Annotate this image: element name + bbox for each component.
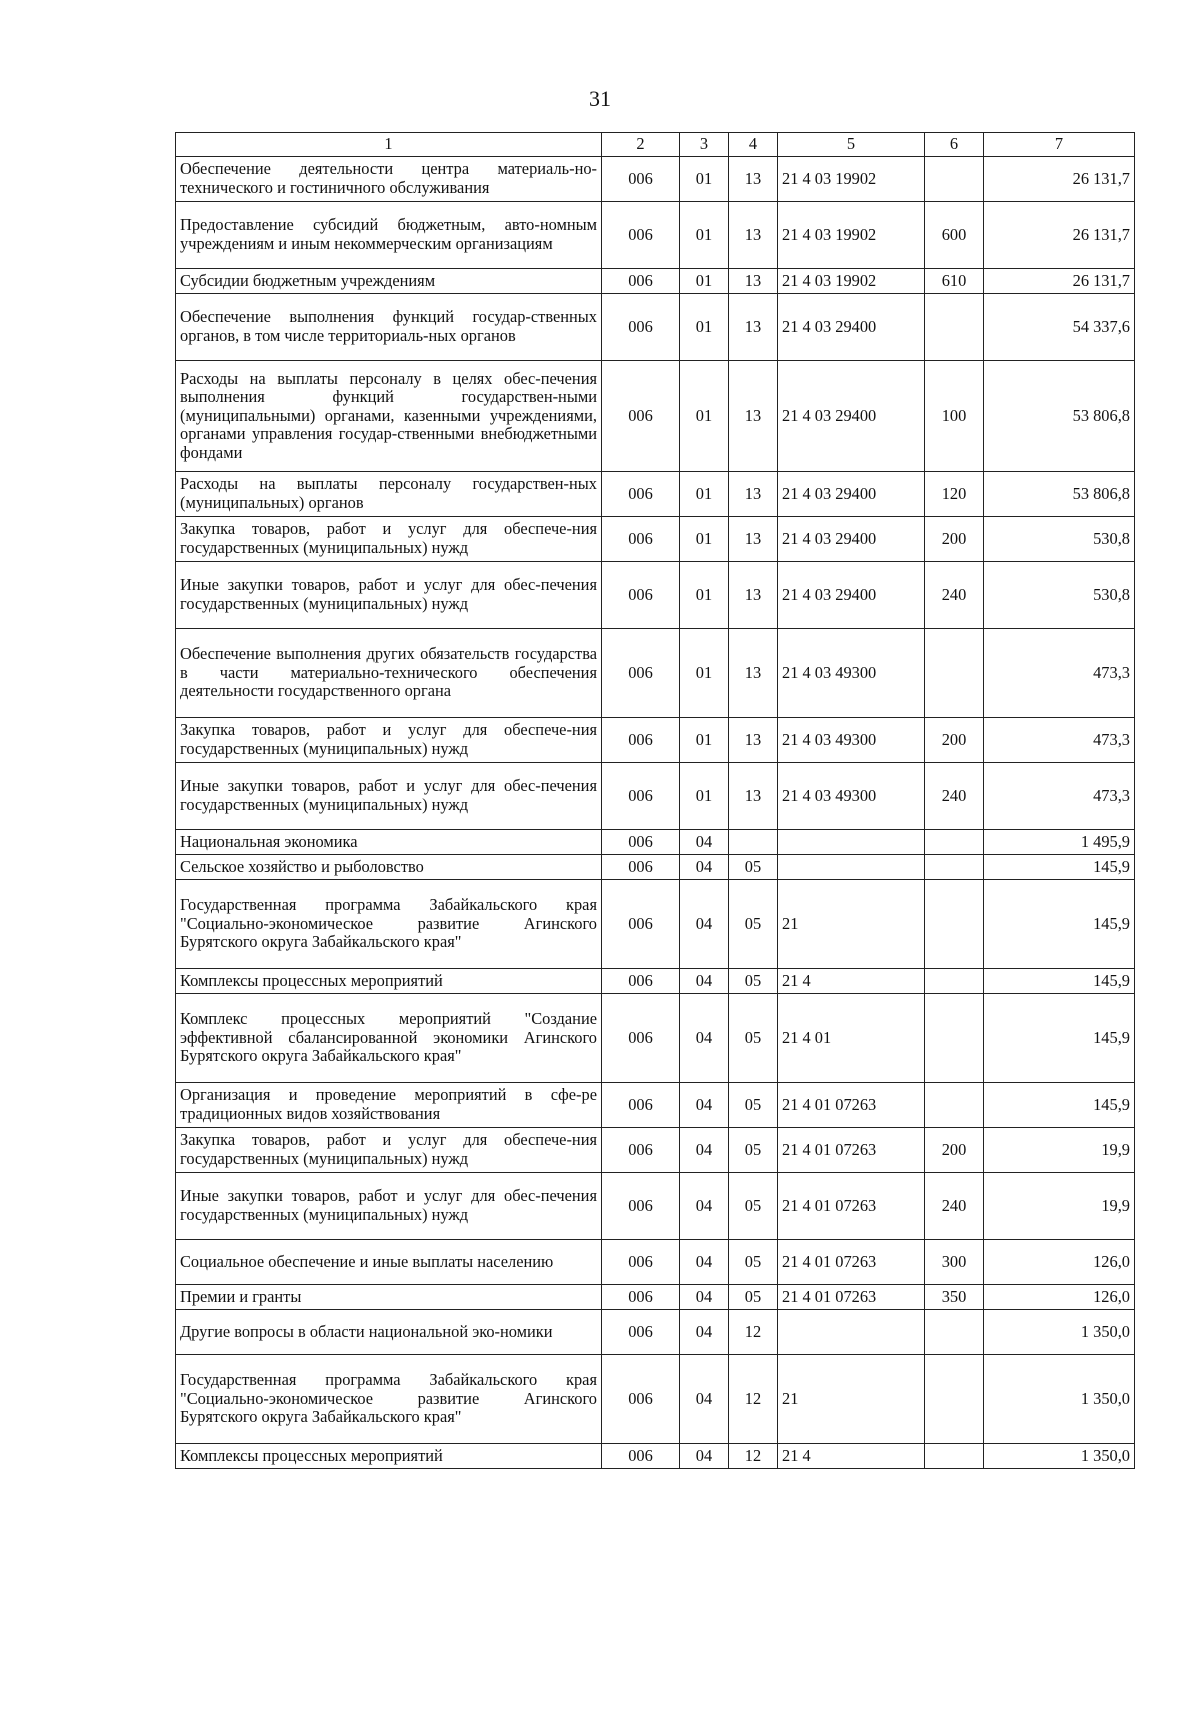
row-target-article: 21 4	[778, 1444, 925, 1469]
row-amount: 473,3	[984, 718, 1135, 763]
row-amount: 53 806,8	[984, 361, 1135, 472]
row-amount: 54 337,6	[984, 294, 1135, 361]
row-subsection-code: 13	[729, 361, 778, 472]
table-row	[176, 1310, 1135, 1355]
row-amount: 145,9	[984, 969, 1135, 994]
row-section-code: 01	[680, 472, 729, 517]
row-expense-type: 100	[925, 361, 984, 472]
row-ministry-code: 006	[602, 855, 680, 880]
header-col-4: 4	[729, 133, 778, 157]
table-row	[176, 880, 1135, 969]
row-section-code: 01	[680, 517, 729, 562]
table-row	[176, 472, 1135, 517]
table-row	[176, 994, 1135, 1083]
row-ministry-code: 006	[602, 1310, 680, 1355]
row-ministry-code: 006	[602, 517, 680, 562]
row-target-article: 21	[778, 880, 925, 969]
row-description: Премии и гранты	[176, 1285, 602, 1310]
row-subsection-code: 05	[729, 1240, 778, 1285]
row-expense-type: 240	[925, 763, 984, 830]
row-target-article: 21 4 03 19902	[778, 202, 925, 269]
row-expense-type	[925, 855, 984, 880]
row-target-article: 21 4 01 07263	[778, 1083, 925, 1128]
row-amount: 1 495,9	[984, 830, 1135, 855]
row-expense-type: 200	[925, 517, 984, 562]
row-target-article: 21 4 03 29400	[778, 562, 925, 629]
table-row	[176, 562, 1135, 629]
table-row	[176, 1128, 1135, 1173]
row-target-article: 21 4 01 07263	[778, 1285, 925, 1310]
row-target-article: 21 4 03 29400	[778, 361, 925, 472]
row-description: Закупка товаров, работ и услуг для обеспече-ния государственных (муниципальных) нужд	[176, 1128, 602, 1173]
row-ministry-code: 006	[602, 1355, 680, 1444]
row-section-code: 04	[680, 1310, 729, 1355]
row-target-article: 21 4 01 07263	[778, 1240, 925, 1285]
row-section-code: 01	[680, 269, 729, 294]
row-amount: 473,3	[984, 629, 1135, 718]
row-subsection-code: 12	[729, 1444, 778, 1469]
row-description: Расходы на выплаты персоналу государствен-ных (муниципальных) органов	[176, 472, 602, 517]
row-description: Организация и проведение мероприятий в сфе-ре традиционных видов хозяйствования	[176, 1083, 602, 1128]
row-amount: 145,9	[984, 855, 1135, 880]
row-ministry-code: 006	[602, 361, 680, 472]
row-section-code: 04	[680, 994, 729, 1083]
row-subsection-code: 05	[729, 1128, 778, 1173]
header-col-6: 6	[925, 133, 984, 157]
row-target-article: 21 4 03 19902	[778, 157, 925, 202]
header-col-1: 1	[176, 133, 602, 157]
row-expense-type	[925, 1444, 984, 1469]
row-target-article: 21 4 03 29400	[778, 294, 925, 361]
row-amount: 26 131,7	[984, 202, 1135, 269]
row-description: Субсидии бюджетным учреждениям	[176, 269, 602, 294]
row-expense-type	[925, 294, 984, 361]
row-target-article: 21 4 03 29400	[778, 517, 925, 562]
row-expense-type: 240	[925, 1173, 984, 1240]
row-expense-type	[925, 880, 984, 969]
row-expense-type: 300	[925, 1240, 984, 1285]
row-amount: 145,9	[984, 880, 1135, 969]
row-section-code: 04	[680, 1240, 729, 1285]
row-amount: 145,9	[984, 994, 1135, 1083]
row-subsection-code: 13	[729, 157, 778, 202]
row-expense-type: 600	[925, 202, 984, 269]
row-section-code: 04	[680, 830, 729, 855]
row-target-article: 21 4 03 49300	[778, 629, 925, 718]
table-row	[176, 1285, 1135, 1310]
row-subsection-code: 05	[729, 994, 778, 1083]
row-description: Закупка товаров, работ и услуг для обеспече-ния государственных (муниципальных) нужд	[176, 718, 602, 763]
row-expense-type: 200	[925, 1128, 984, 1173]
row-ministry-code: 006	[602, 994, 680, 1083]
row-section-code: 01	[680, 361, 729, 472]
header-col-5: 5	[778, 133, 925, 157]
row-amount: 26 131,7	[984, 157, 1135, 202]
row-expense-type: 610	[925, 269, 984, 294]
row-subsection-code: 05	[729, 855, 778, 880]
page-number: 31	[589, 86, 611, 111]
row-description: Сельское хозяйство и рыболовство	[176, 855, 602, 880]
row-amount: 126,0	[984, 1285, 1135, 1310]
row-ministry-code: 006	[602, 157, 680, 202]
row-description: Закупка товаров, работ и услуг для обеспече-ния государственных (муниципальных) нужд	[176, 517, 602, 562]
row-ministry-code: 006	[602, 1128, 680, 1173]
row-description: Национальная экономика	[176, 830, 602, 855]
table-row	[176, 202, 1135, 269]
row-ministry-code: 006	[602, 562, 680, 629]
row-ministry-code: 006	[602, 969, 680, 994]
row-expense-type: 200	[925, 718, 984, 763]
row-subsection-code: 13	[729, 517, 778, 562]
table-row	[176, 517, 1135, 562]
row-description: Иные закупки товаров, работ и услуг для обес-печения государственных (муниципальных) нужд	[176, 763, 602, 830]
row-section-code: 01	[680, 562, 729, 629]
row-subsection-code	[729, 830, 778, 855]
header-col-2: 2	[602, 133, 680, 157]
row-amount: 26 131,7	[984, 269, 1135, 294]
row-amount: 145,9	[984, 1083, 1135, 1128]
row-amount: 19,9	[984, 1173, 1135, 1240]
row-description: Другие вопросы в области национальной эко-номики	[176, 1310, 602, 1355]
row-description: Обеспечение выполнения функций государ-ственных органов, в том числе территориаль-ных органов	[176, 294, 602, 361]
table-body	[176, 157, 1135, 1469]
row-expense-type: 240	[925, 562, 984, 629]
row-subsection-code: 12	[729, 1355, 778, 1444]
row-target-article: 21 4	[778, 969, 925, 994]
row-target-article: 21 4 01	[778, 994, 925, 1083]
table-row	[176, 269, 1135, 294]
row-description: Обеспечение выполнения других обязательств государства в части материально-технического обеспечения деятельности государственного органа	[176, 629, 602, 718]
table-row	[176, 361, 1135, 472]
row-amount: 1 350,0	[984, 1355, 1135, 1444]
row-ministry-code: 006	[602, 718, 680, 763]
row-section-code: 04	[680, 1083, 729, 1128]
row-section-code: 01	[680, 629, 729, 718]
row-amount: 19,9	[984, 1128, 1135, 1173]
budget-table	[175, 132, 1135, 1469]
table-row	[176, 1444, 1135, 1469]
row-subsection-code: 13	[729, 562, 778, 629]
row-target-article	[778, 1310, 925, 1355]
row-subsection-code: 13	[729, 269, 778, 294]
row-target-article: 21	[778, 1355, 925, 1444]
row-ministry-code: 006	[602, 294, 680, 361]
row-target-article	[778, 855, 925, 880]
row-description: Иные закупки товаров, работ и услуг для обес-печения государственных (муниципальных) нужд	[176, 1173, 602, 1240]
row-section-code: 01	[680, 294, 729, 361]
row-expense-type	[925, 830, 984, 855]
row-description: Государственная программа Забайкальского края "Социально-экономическое развитие Агинского Бурятского округа Забайкальского края"	[176, 1355, 602, 1444]
table-row	[176, 1083, 1135, 1128]
row-section-code: 04	[680, 1173, 729, 1240]
row-target-article: 21 4 03 19902	[778, 269, 925, 294]
row-amount: 53 806,8	[984, 472, 1135, 517]
table-row	[176, 855, 1135, 880]
row-expense-type	[925, 1310, 984, 1355]
row-amount: 473,3	[984, 763, 1135, 830]
row-ministry-code: 006	[602, 269, 680, 294]
table-header-row	[176, 133, 1135, 157]
row-expense-type	[925, 1083, 984, 1128]
row-target-article: 21 4 03 49300	[778, 763, 925, 830]
row-description: Комплексы процессных мероприятий	[176, 1444, 602, 1469]
row-ministry-code: 006	[602, 629, 680, 718]
row-section-code: 04	[680, 880, 729, 969]
row-subsection-code: 05	[729, 1173, 778, 1240]
row-target-article: 21 4 01 07263	[778, 1128, 925, 1173]
row-target-article: 21 4 03 49300	[778, 718, 925, 763]
row-amount: 530,8	[984, 562, 1135, 629]
row-expense-type	[925, 157, 984, 202]
row-section-code: 01	[680, 763, 729, 830]
row-target-article	[778, 830, 925, 855]
row-expense-type: 120	[925, 472, 984, 517]
row-subsection-code: 13	[729, 629, 778, 718]
row-expense-type: 350	[925, 1285, 984, 1310]
row-description: Расходы на выплаты персоналу в целях обес-печения выполнения функций государствен-ными (муниципальными) органами, казенными учреждениями, органами управления государ-ственными внебюджетными фондами	[176, 361, 602, 472]
row-subsection-code: 12	[729, 1310, 778, 1355]
row-description: Иные закупки товаров, работ и услуг для обес-печения государственных (муниципальных) нужд	[176, 562, 602, 629]
table-row	[176, 1240, 1135, 1285]
row-subsection-code: 13	[729, 763, 778, 830]
row-section-code: 04	[680, 969, 729, 994]
row-target-article: 21 4 03 29400	[778, 472, 925, 517]
row-expense-type	[925, 629, 984, 718]
table-row	[176, 763, 1135, 830]
table-row	[176, 157, 1135, 202]
row-expense-type	[925, 1355, 984, 1444]
row-subsection-code: 13	[729, 718, 778, 763]
table-row	[176, 1355, 1135, 1444]
table-row	[176, 1173, 1135, 1240]
header-col-7: 7	[984, 133, 1135, 157]
row-subsection-code: 05	[729, 880, 778, 969]
row-section-code: 04	[680, 1285, 729, 1310]
row-section-code: 01	[680, 718, 729, 763]
row-target-article: 21 4 01 07263	[778, 1173, 925, 1240]
row-amount: 530,8	[984, 517, 1135, 562]
row-section-code: 04	[680, 1444, 729, 1469]
row-expense-type	[925, 969, 984, 994]
row-description: Государственная программа Забайкальского края "Социально-экономическое развитие Агинского Бурятского округа Забайкальского края"	[176, 880, 602, 969]
row-description: Обеспечение деятельности центра материаль-но-технического и гостиничного обслуживания	[176, 157, 602, 202]
row-amount: 1 350,0	[984, 1444, 1135, 1469]
row-ministry-code: 006	[602, 763, 680, 830]
row-description: Комплекс процессных мероприятий "Создание эффективной сбалансированной экономики Агинского Бурятского округа Забайкальского края"	[176, 994, 602, 1083]
row-section-code: 04	[680, 1355, 729, 1444]
header-col-3: 3	[680, 133, 729, 157]
row-section-code: 04	[680, 1128, 729, 1173]
row-description: Предоставление субсидий бюджетным, авто-номным учреждениям и иным некоммерческим организациям	[176, 202, 602, 269]
table-row	[176, 294, 1135, 361]
row-ministry-code: 006	[602, 472, 680, 517]
row-amount: 1 350,0	[984, 1310, 1135, 1355]
row-section-code: 01	[680, 202, 729, 269]
row-section-code: 01	[680, 157, 729, 202]
row-subsection-code: 13	[729, 472, 778, 517]
table-row	[176, 969, 1135, 994]
table-row	[176, 830, 1135, 855]
row-amount: 126,0	[984, 1240, 1135, 1285]
row-section-code: 04	[680, 855, 729, 880]
row-expense-type	[925, 994, 984, 1083]
row-subsection-code: 13	[729, 202, 778, 269]
row-ministry-code: 006	[602, 880, 680, 969]
row-ministry-code: 006	[602, 1173, 680, 1240]
table-row	[176, 629, 1135, 718]
row-ministry-code: 006	[602, 202, 680, 269]
row-subsection-code: 05	[729, 1083, 778, 1128]
row-subsection-code: 13	[729, 294, 778, 361]
row-ministry-code: 006	[602, 1285, 680, 1310]
row-description: Социальное обеспечение и иные выплаты населению	[176, 1240, 602, 1285]
row-subsection-code: 05	[729, 1285, 778, 1310]
row-description: Комплексы процессных мероприятий	[176, 969, 602, 994]
row-ministry-code: 006	[602, 1444, 680, 1469]
row-ministry-code: 006	[602, 1240, 680, 1285]
row-subsection-code: 05	[729, 969, 778, 994]
row-ministry-code: 006	[602, 830, 680, 855]
table-row	[176, 718, 1135, 763]
row-ministry-code: 006	[602, 1083, 680, 1128]
